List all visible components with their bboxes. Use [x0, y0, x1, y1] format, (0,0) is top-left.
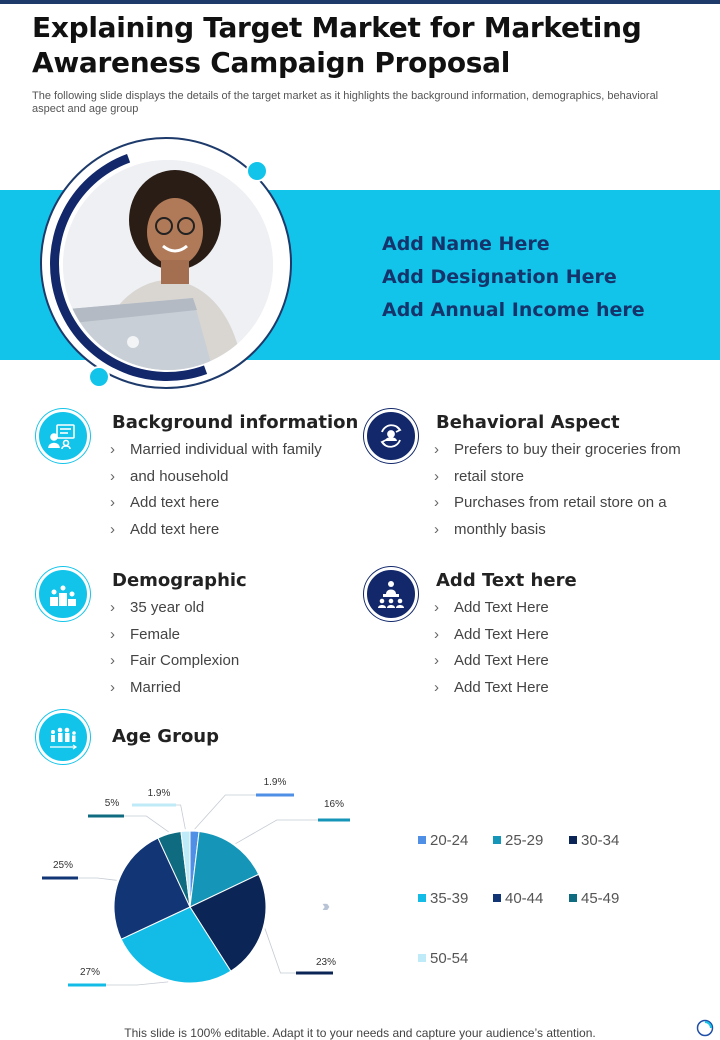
background-info-icon — [36, 409, 90, 463]
leader-line — [265, 929, 296, 973]
list-item: › and household — [110, 464, 350, 491]
top-accent-line — [0, 0, 720, 4]
legend-swatch — [418, 894, 426, 902]
chevrons-decoration: ››› — [322, 898, 326, 915]
list-item: › retail store — [434, 464, 704, 491]
list-item: › Married — [110, 675, 350, 702]
list-item: › Add Text Here — [434, 648, 674, 675]
legend-swatch — [493, 836, 501, 844]
legend-item: 35-39 — [418, 890, 468, 907]
legend-item: 50-54 — [418, 950, 468, 967]
page-subtitle: The following slide displays the details of the target market as it highlights the background information, demographics, behavioral aspect and age group — [32, 90, 659, 115]
background-info-list — [110, 437, 350, 543]
legend-swatch — [569, 894, 577, 902]
leader-line — [236, 820, 318, 844]
demographic-icon — [36, 567, 90, 621]
legend-swatch — [418, 836, 426, 844]
age-group-icon — [36, 710, 90, 764]
presenter-icon — [364, 567, 418, 621]
legend-swatch — [418, 954, 426, 962]
leader-line — [106, 982, 168, 985]
background-info-title: Background information — [112, 412, 359, 433]
demographic-title: Demographic — [112, 570, 247, 591]
profile-designation: Add Designation Here — [382, 266, 617, 288]
legend-item: 25-29 — [493, 832, 543, 849]
behavioral-aspect-title: Behavioral Aspect — [436, 412, 620, 433]
add-text-list — [434, 595, 674, 701]
corner-logo-icon — [696, 1019, 714, 1037]
leader-line — [124, 816, 169, 832]
demographic-list — [110, 595, 350, 701]
photo-dot-top — [246, 160, 268, 182]
page-title: Explaining Target Market for Marketing Awareness Campaign Proposal — [32, 11, 642, 79]
data-label: 25% — [52, 860, 74, 871]
leader-line — [176, 805, 185, 829]
pie-svg — [0, 760, 380, 1010]
list-item: › Add Text Here — [434, 622, 674, 649]
list-item: › Add text here — [110, 517, 350, 544]
legend-item: 40-44 — [493, 890, 543, 907]
add-text-title: Add Text here — [436, 570, 577, 591]
legend-swatch — [493, 894, 501, 902]
data-label: 16% — [323, 799, 345, 810]
leader-line — [78, 878, 117, 880]
legend-item: 45-49 — [569, 890, 619, 907]
list-item: › Add Text Here — [434, 675, 674, 702]
list-item: › monthly basis — [434, 517, 704, 544]
legend-item: 20-24 — [418, 832, 468, 849]
list-item: › Add Text Here — [434, 595, 674, 622]
data-label: 1.9% — [263, 777, 287, 788]
legend-swatch — [569, 836, 577, 844]
list-item: › Female — [110, 622, 350, 649]
data-label: 5% — [104, 798, 120, 809]
list-item: › Add text here — [110, 490, 350, 517]
age-group-title: Age Group — [112, 726, 220, 747]
list-item: › Prefers to buy their groceries from — [434, 437, 704, 464]
profile-name: Add Name Here — [382, 233, 550, 255]
profile-details — [382, 228, 645, 327]
behavioral-aspect-icon — [364, 409, 418, 463]
list-item: › Married individual with family — [110, 437, 350, 464]
persona-photo — [63, 160, 273, 370]
profile-income: Add Annual Income here — [382, 299, 645, 321]
footer-note: This slide is 100% editable. Adapt it to your needs and capture your audience’s attention. — [124, 1026, 596, 1040]
list-item: › Purchases from retail store on a — [434, 490, 704, 517]
age-group-pie-chart — [0, 760, 380, 1010]
list-item: › Fair Complexion — [110, 648, 350, 675]
photo-dot-bottom — [88, 366, 110, 388]
list-item: › 35 year old — [110, 595, 350, 622]
leader-line — [195, 795, 256, 829]
legend-item: 30-34 — [569, 832, 619, 849]
behavioral-aspect-list — [434, 437, 704, 543]
data-label: 27% — [79, 967, 101, 978]
data-label: 23% — [315, 957, 337, 968]
data-label: 1.9% — [147, 788, 171, 799]
